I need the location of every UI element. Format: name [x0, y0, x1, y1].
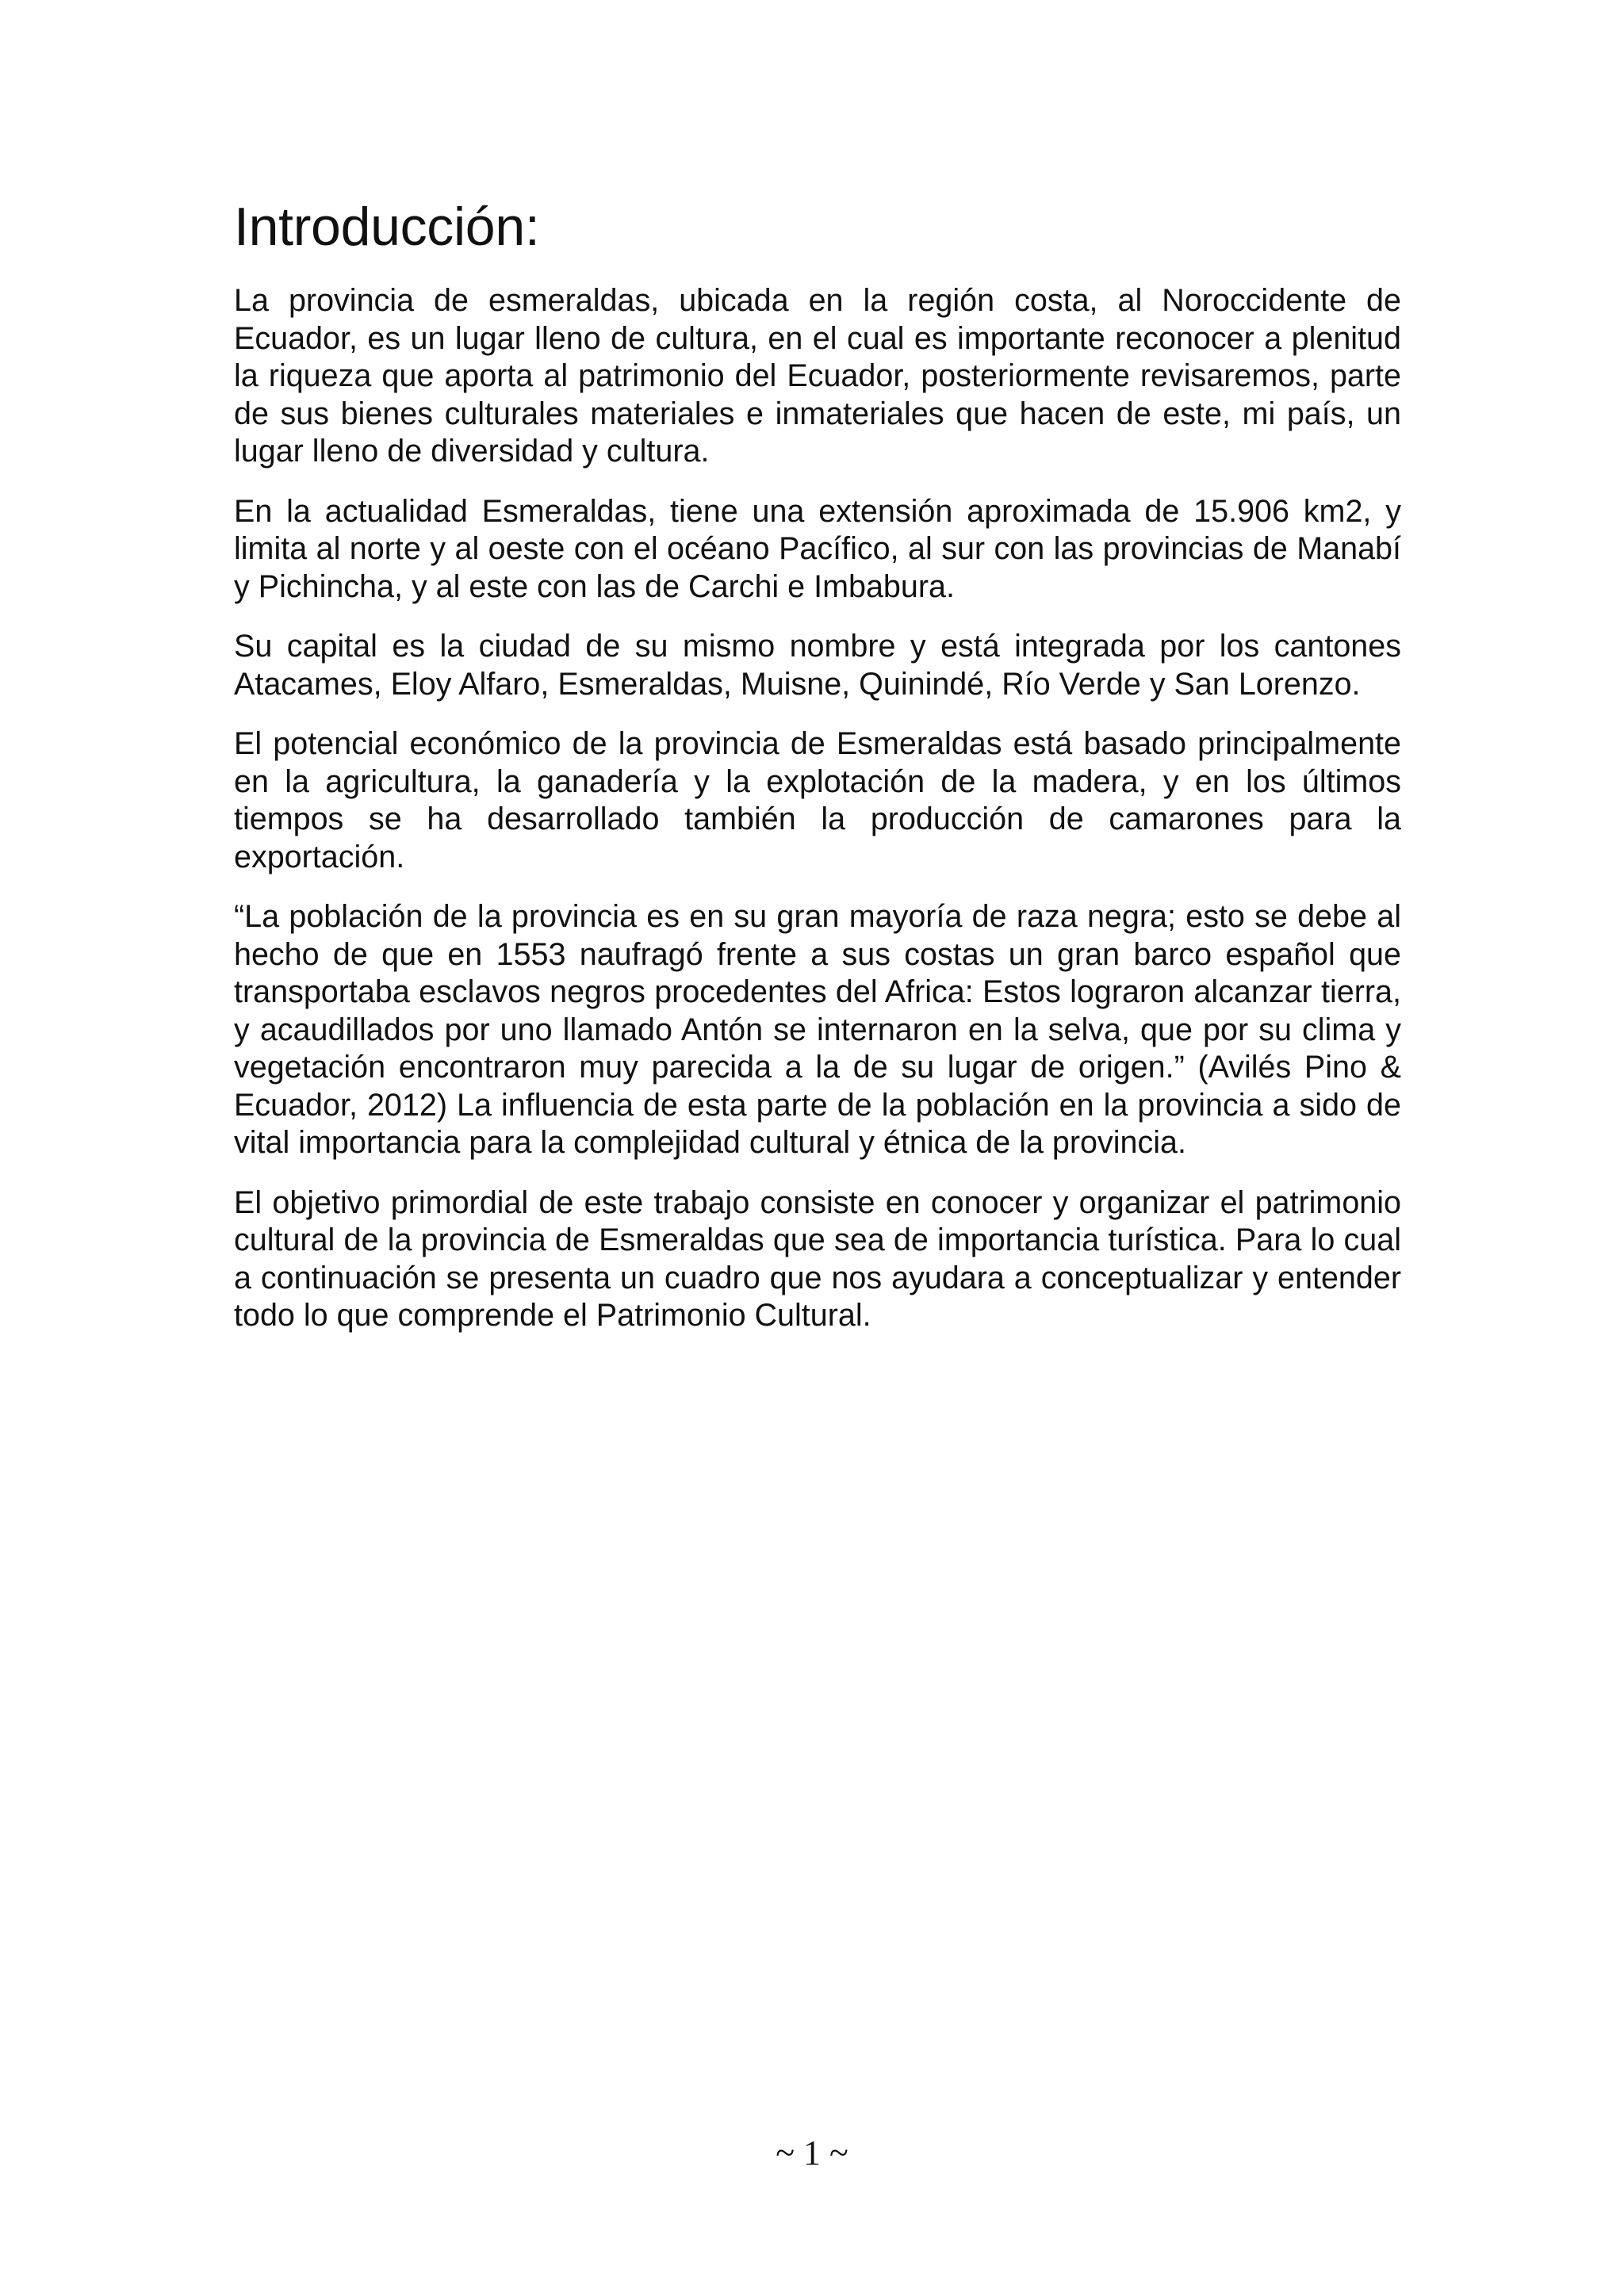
paragraph-location: La provincia de esmeraldas, ubicada en la región costa, al Noroccidente de Ecuador, es un lugar lleno de cultura, en el cual es importante reconocer a plenitud la riqueza que aporta al patrimonio del Ecuador, posteriormente revisaremos, parte de sus bienes culturales materiales e inmateriales que hacen de este, mi país, un lugar lleno de diversidad y cultura. — [234, 283, 1401, 469]
page-content — [234, 189, 1401, 1357]
paragraph-objective: El objetivo primordial de este trabajo consiste en conocer y organizar el patrimonio cultural de la provincia de Esmeraldas que sea de importancia turística. Para lo cual a continuación se presenta un cuadro que nos ayudara a conceptualizar y entender todo lo que comprende el Patrimonio Cultural. — [234, 1184, 1401, 1333]
paragraph-extension: En la actualidad Esmeraldas, tiene una extensión aproximada de 15.906 km2, y limita al norte y al oeste con el océano Pacífico, al sur con las provincias de Manabí y Pichincha, y al este con las de Carchi e Imbabura. — [234, 493, 1401, 604]
paragraph-capital: Su capital es la ciudad de su mismo nombre y está integrada por los cantones Atacames, Eloy Alfaro, Esmeraldas, Muisne, Quinindé, Río Verde y San Lorenzo. — [234, 629, 1401, 702]
paragraph-economy: El potencial económico de la provincia de Esmeraldas está basado principalmente en la agricultura, la ganadería y la explotación de la madera, y en los últimos tiempos se ha desarrollado también la producción de camarones para la exportación. — [234, 726, 1401, 874]
section-heading: Introducción: — [234, 197, 540, 257]
page-number: ~ 1 ~ — [776, 2133, 848, 2172]
paragraph-population-quote: “La población de la provincia es en su gran mayoría de raza negra; esto se debe al hecho de que en 1553 naufragó frente a sus costas un gran barco español que transportaba esclavos negros procedentes del Africa: Estos lograron alcanzar tierra, y acaudillados por uno llamado Antón se internaron en la selva, que por su clima y vegetación encontraron muy parecida a la de su lugar de origen.” (Avilés Pino & Ecuador, 2012) La influencia de esta parte de la población en la provincia a sido de vital importancia para la complejidad cultural y étnica de la provincia. — [234, 899, 1401, 1160]
